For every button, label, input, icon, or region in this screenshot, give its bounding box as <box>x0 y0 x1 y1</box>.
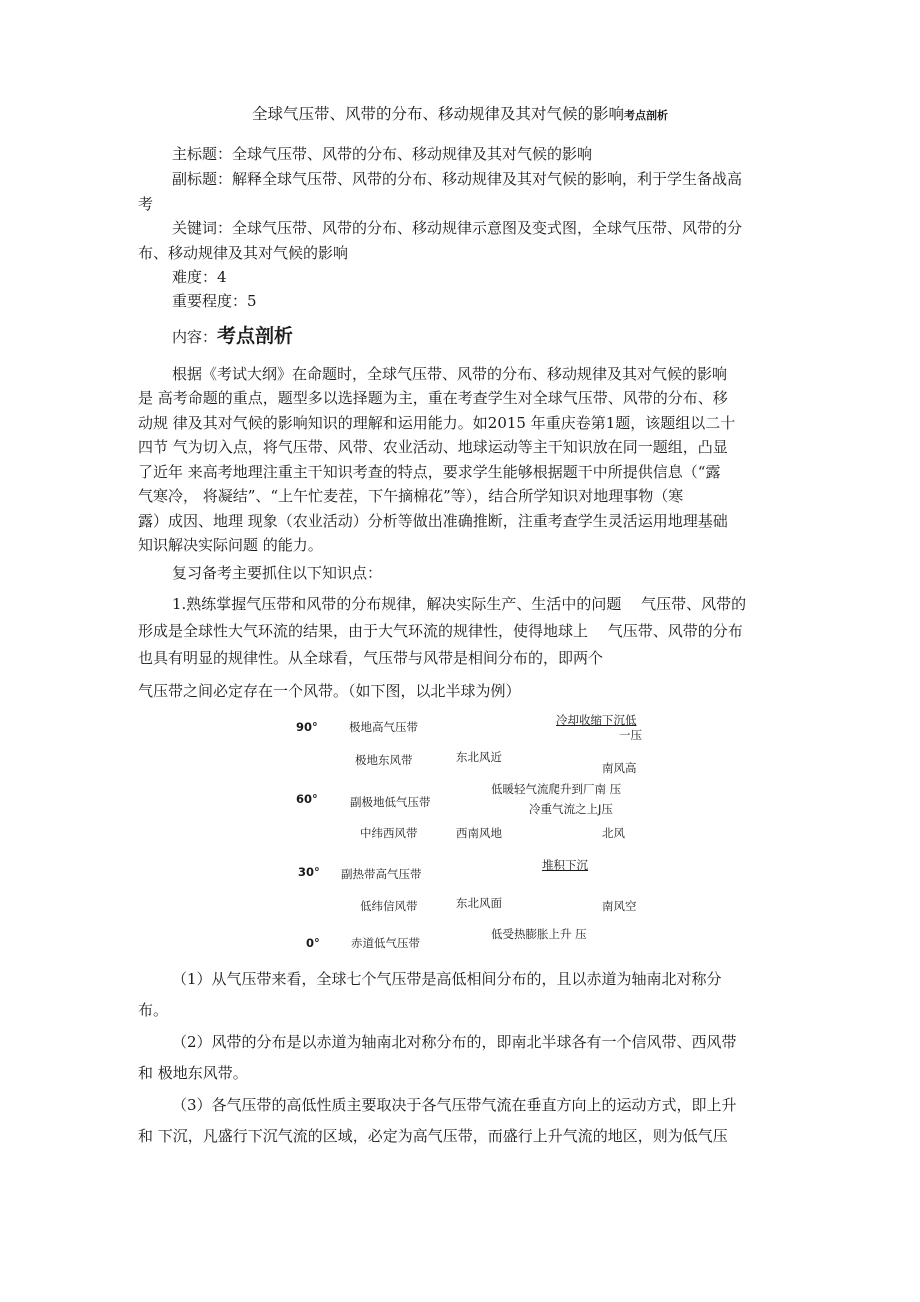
sw-wind-label: 西南风地 <box>456 826 502 840</box>
content-label: 内容： <box>172 328 218 346</box>
p2: 复习备考主要抓住以下知识点： <box>172 564 383 582</box>
item-2-line-2: 和 极地东风带。 <box>138 1064 248 1082</box>
p1-line: 了近年 来高考地理注重主干知识考查的特点，要求学生能够根据题干中所提供信息（“露 <box>138 463 721 481</box>
p1-line: 是 高考命题的重点，题型多以选择题为主，重在考查学生对全球气压带、风带的分布、移 <box>138 389 728 407</box>
subtitle-line-1: 副标题：解释全球气压带、风带的分布、移动规律及其对气候的影响，利于学生备战高 <box>172 170 743 188</box>
north-wind-label: 北风 <box>602 826 625 840</box>
p1-line: 根据《考试大纲》在命题时，全球气压带、风带的分布、移动规律及其对气候的影响 <box>172 365 728 383</box>
south-wind-air-label: 南风空 <box>602 899 637 913</box>
south-wind-high-label: 南风高 <box>602 761 637 775</box>
p1-line: 气寒冷， 将凝结”、“上午忙麦茬，下午摘棉花”等），结合所学知识对地理事物（寒 <box>138 487 684 505</box>
keywords-line-2: 布、移动规律及其对气候的影响 <box>138 244 349 262</box>
polar-high-label: 极地高气压带 <box>349 720 418 734</box>
title-suffix: 考点剖析 <box>624 109 668 122</box>
main-title-line: 主标题：全球气压带、风带的分布、移动规律及其对气候的影响 <box>172 145 593 163</box>
item-1-line-2: 布。 <box>138 1001 169 1019</box>
keywords-line-1: 关键词：全球气压带、风带的分布、移动规律示意图及变式图，全球气压带、风带的分 <box>172 219 743 237</box>
trades-label: 低纬信风带 <box>360 899 418 913</box>
item-3-line-2: 和 下沉，凡盛行下沉气流的区域，必定为高气压带，而盛行上升气流的地区，则为低气压 <box>138 1127 728 1145</box>
pressure-note: 一压 <box>619 728 642 742</box>
title-main: 全球气压带、风带的分布、移动规律及其对气候的影响 <box>251 105 624 123</box>
lat-60-label: 60° <box>296 792 318 806</box>
warm-air-rising-label: 低暖轻气流爬升到厂南 压 <box>491 782 622 796</box>
accumulate-sink-label: 堆积下沉 <box>542 858 588 872</box>
item-1-line-1: （1）从气压带来看，全球七个气压带是高低相间分布的，且以赤道为轴南北对称分 <box>172 970 722 988</box>
p3-line: 也具有明显的规律性。从全球看，气压带与风带是相间分布的，即两个 <box>138 649 604 667</box>
p1-line: 四节 气为切入点，将气压带、风带、农业活动、地球运动等主干知识放在同一题组，凸显 <box>138 438 728 456</box>
polar-east-label: 极地东风带 <box>355 753 413 767</box>
lat-0-label: 0° <box>306 936 320 950</box>
ne-wind-label-2: 东北风面 <box>456 896 502 910</box>
cold-air-label: 冷重气流之上J压 <box>529 802 613 816</box>
content-heading: 考点剖析 <box>217 325 294 347</box>
ne-wind-label: 东北风近 <box>456 750 502 764</box>
importance: 重要程度：5 <box>172 292 257 310</box>
subtitle-line-2: 考 <box>138 195 154 213</box>
subtrop-high-label: 副热带高气压带 <box>341 867 422 881</box>
content-line <box>172 326 293 347</box>
lat-90-label: 90° <box>296 720 318 734</box>
p4: 气压带之间必定存在一个风带。（如下图，以北半球为例） <box>138 682 521 700</box>
item-3-line-1: （3）各气压带的高低性质主要取决于各气压带气流在垂直方向上的运动方式，即上升 <box>172 1096 737 1114</box>
p1-line: 知识解决实际问题 的能力。 <box>138 536 323 554</box>
heated-rising-label: 低受热膨胀上升 压 <box>491 927 587 941</box>
cooling-sinking-label: 冷却收缩下沉低 <box>556 713 637 727</box>
p1-line: 露）成因、地理 现象（农业活动）分析等做出准确推断，注重考查学生灵活运用地理基础 <box>138 512 728 530</box>
westerlies-label: 中纬西风带 <box>360 826 418 840</box>
subpolar-low-label: 副极地低气压带 <box>350 795 431 809</box>
p1-line: 动规 律及其对气候的影响知识的理解和运用能力。如2015 年重庆卷第1题，该题组以二十 <box>138 414 736 432</box>
p3-line: 形成是全球性大气环流的结果，由于大气环流的规律性，使得地球上 气压带、风带的分布 <box>138 622 743 640</box>
p3-line: 1.熟练掌握气压带和风带的分布规律，解决实际生产、生活中的问题 气压带、风带的 <box>172 595 747 613</box>
item-2-line-1: （2）风带的分布是以赤道为轴南北对称分布的，即南北半球各有一个信风带、西风带 <box>172 1033 737 1051</box>
document-title <box>0 104 920 126</box>
difficulty: 难度：4 <box>172 268 227 286</box>
lat-30-label: 30° <box>298 865 320 879</box>
equator-low-label: 赤道低气压带 <box>351 936 420 950</box>
